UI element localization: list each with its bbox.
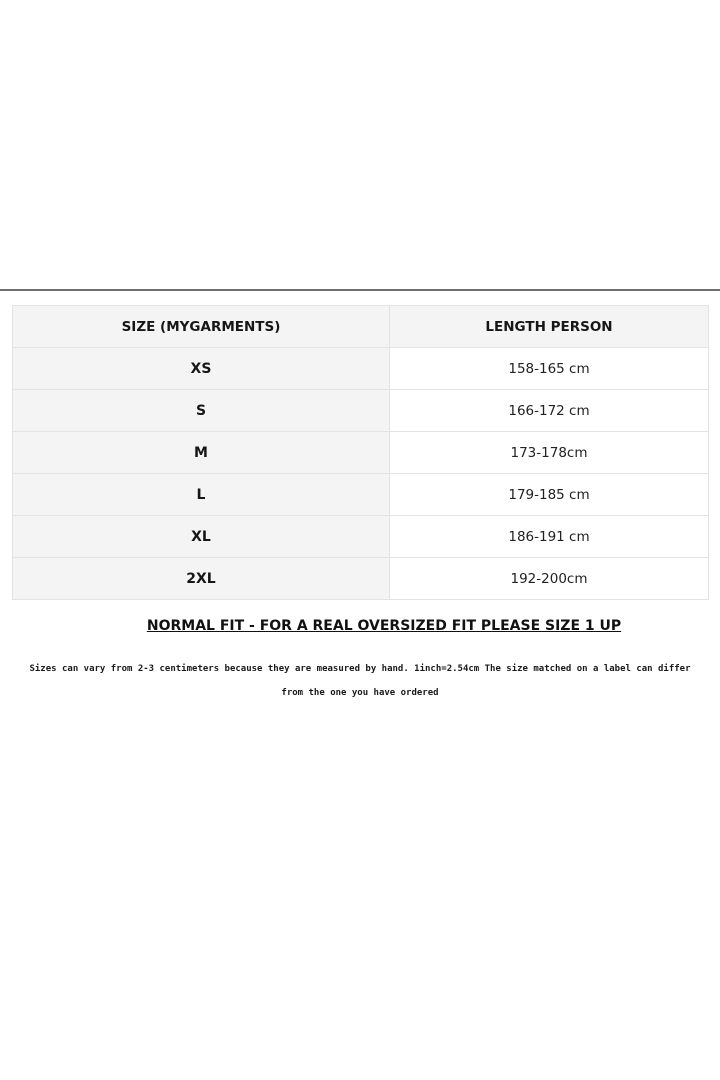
length-cell: 166-172 cm [390, 390, 709, 432]
table-row [13, 474, 709, 516]
table-row [13, 348, 709, 390]
size-cell: M [13, 432, 390, 474]
length-column-header: LENGTH PERSON [390, 306, 709, 348]
top-divider [0, 289, 720, 291]
size-cell: 2XL [13, 558, 390, 600]
table-row [13, 558, 709, 600]
size-disclaimer: Sizes can vary from 2-3 centimeters because they are measured by hand. 1inch=2.54cm The size matched on a label can differ from the one you have ordered [29, 664, 691, 698]
length-cell: 158-165 cm [390, 348, 709, 390]
table-row [13, 390, 709, 432]
length-cell: 186-191 cm [390, 516, 709, 558]
size-chart-table [12, 305, 709, 600]
size-column-header: SIZE (MYGARMENTS) [13, 306, 390, 348]
table-row [13, 516, 709, 558]
fit-note: NORMAL FIT - FOR A REAL OVERSIZED FIT PLEASE SIZE 1 UP [146, 618, 622, 634]
table-header-row [13, 306, 709, 348]
size-cell: S [13, 390, 390, 432]
length-cell: 179-185 cm [390, 474, 709, 516]
table-row [13, 432, 709, 474]
size-cell: L [13, 474, 390, 516]
size-cell: XL [13, 516, 390, 558]
size-cell: XS [13, 348, 390, 390]
length-cell: 192-200cm [390, 558, 709, 600]
length-cell: 173-178cm [390, 432, 709, 474]
